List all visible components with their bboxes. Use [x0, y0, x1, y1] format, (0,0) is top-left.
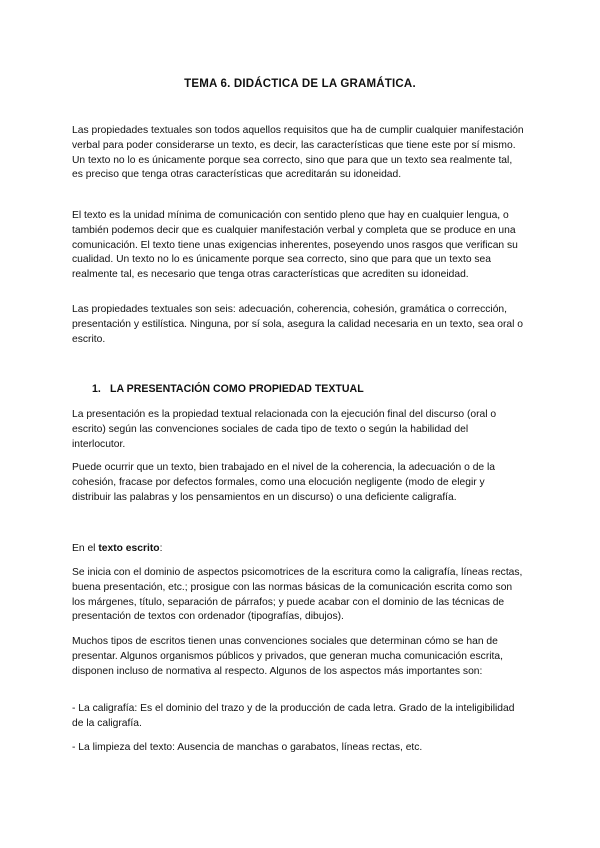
- section-heading-text: LA PRESENTACIÓN COMO PROPIEDAD TEXTUAL: [110, 383, 364, 395]
- written-label-suffix: :: [159, 543, 163, 554]
- written-label-bold: texto escrito: [98, 543, 160, 554]
- written-paragraph-1: Se inicia con el dominio de aspectos psicomotrices de la escritura como la caligrafía, líneas rectas, buena presentación, etc.; prosigue con las normas básicas de la comunicación escrita como son los márgenes, título, separación de párrafos; y puede acabar con el dominio de las técnicas de presentación de textos con ordenador (tipografías, dibujos).: [72, 567, 523, 623]
- section-paragraph-2: Puede ocurrir que un texto, bien trabajado en el nivel de la coherencia, la adecuación o de la cohesión, fracase por defectos formales, como una elocución negligente (modo de elegir y distribuir las palabras y los pensamientos en un discurso) o una deficiente caligrafía.: [72, 462, 496, 503]
- section-heading: [92, 383, 364, 395]
- written-label-prefix: En el: [72, 543, 99, 554]
- written-paragraph-4: - La limpieza del texto: Ausencia de manchas o garabatos, líneas rectas, etc.: [72, 742, 423, 753]
- intro-paragraph-1: Las propiedades textuales son todos aquellos requisitos que ha de cumplir cualquier manifestación verbal para poder considerarse un texto, es decir, las características que tiene este por sí mismo. Un texto no lo es únicamente porque sea correcto, sino que para que un texto sea realmente tal, es preciso que tenga otras características que acreditarán su idoneidad.: [72, 125, 524, 181]
- page-title: TEMA 6. DIDÁCTICA DE LA GRAMÁTICA.: [184, 78, 416, 90]
- written-text-label: [72, 542, 524, 557]
- intro-paragraph-2: El texto es la unidad mínima de comunicación con sentido pleno que hay en cualquier lengua, o también podemos decir que es cualquier manifestación verbal y completa que se produce en una comunicación. El texto tiene unas exigencias inherentes, poseyendo unos rasgos que verifican su cualidad. Un texto no lo es únicamente porque sea correcto, sino que para que un texto sea realmente tal, es necesario que tenga otras características que acrediten su idoneidad.: [72, 210, 518, 281]
- written-paragraph-2: Muchos tipos de escritos tienen unas convenciones sociales que determinan cómo se han de presentar. Algunos organismos públicos y privados, que generan mucha comunicación escrita, disponen incluso de normativa al respecto. Algunos de los aspectos más importantes son:: [72, 636, 503, 677]
- section-number: 1.: [92, 383, 101, 395]
- written-paragraph-3: - La caligrafía: Es el dominio del trazo y de la producción de cada letra. Grado de la inteligibilidad de la caligrafía.: [72, 703, 515, 729]
- intro-paragraph-3: Las propiedades textuales son seis: adecuación, coherencia, cohesión, gramática o corrección, presentación y estilística. Ninguna, por sí sola, asegura la calidad necesaria en un texto, sea oral o escrito.: [72, 304, 524, 345]
- section-paragraph-1: La presentación es la propiedad textual relacionada con la ejecución final del discurso (oral o escrito) según las convenciones sociales de cada tipo de texto o según la habilidad del interlocutor.: [72, 409, 497, 450]
